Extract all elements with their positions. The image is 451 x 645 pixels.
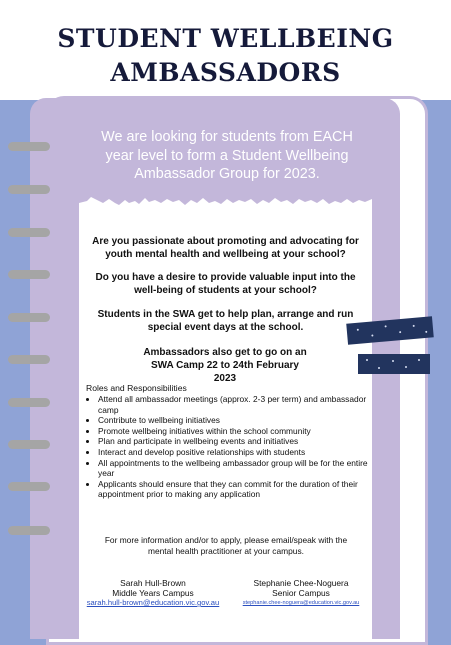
torn-paper-edge (79, 197, 372, 213)
spiral-ring-icon (8, 228, 50, 237)
question-input: Do you have a desire to provide valuable input into the well-being of students at your school? (95, 272, 356, 296)
spiral-ring-icon (8, 398, 50, 407)
contact-note: For more information and/or to apply, please email/speak with the mental health practitioner at your campus. (104, 535, 348, 556)
list-item: • Plan and participate in wellbeing events and initiatives (98, 436, 378, 447)
roles-list (88, 394, 378, 500)
swa-camp-statement: Ambassadors also get to go on an SWA Camp 22 to 24th February 2023 (143, 347, 307, 384)
list-item: • Applicants should ensure that they can commit for the duration of their appointment prior to making any application (98, 479, 378, 500)
list-item: • Promote wellbeing initiatives within the school community (98, 426, 378, 437)
washi-tape-bottom (358, 354, 430, 374)
contact-senior (226, 578, 376, 608)
title-line-2: AMBASSADORS (110, 58, 341, 87)
list-item: • Interact and develop positive relationships with students (98, 447, 378, 458)
spiral-ring-icon (8, 185, 50, 194)
list-item: • All appointments to the wellbeing ambassador group will be for the entire year (98, 458, 378, 479)
spiral-ring-icon (8, 355, 50, 364)
intro-statement: We are looking for students from EACH year level to form a Student Wellbeing Ambassador Group for 2023. (101, 129, 353, 182)
swa-events-statement: Students in the SWA get to help plan, arrange and run special event days at the school. (97, 309, 354, 333)
contact-name: Sarah Hull-Brown (120, 578, 186, 588)
contact-middle-years (78, 578, 228, 608)
contact-campus: Senior Campus (272, 588, 330, 598)
poster-title (0, 22, 451, 90)
contact-email-link[interactable]: sarah.hull-brown@education.vic.gov.au (86, 598, 220, 607)
spiral-ring-icon (8, 142, 50, 151)
question-passion: Are you passionate about promoting and advocating for youth mental health and wellbeing at your school? (92, 236, 359, 260)
spiral-ring-icon (8, 313, 50, 322)
roles-heading: Roles and Responsibilities (86, 383, 187, 393)
spiral-ring-icon (8, 482, 50, 491)
list-item: • Contribute to wellbeing initiatives (98, 415, 378, 426)
list-item: • Attend all ambassador meetings (approx. 2-3 per term) and ambassador camp (98, 394, 378, 415)
contact-name: Stephanie Chee-Noguera (253, 578, 349, 588)
spiral-ring-icon (8, 526, 50, 535)
contact-email-link[interactable]: stephanie.chee-noguera@education.vic.gov.au (242, 600, 360, 606)
spiral-ring-icon (8, 440, 50, 449)
spiral-ring-icon (8, 270, 50, 279)
title-line-1: STUDENT WELLBEING (57, 24, 394, 53)
contact-campus: Middle Years Campus (112, 588, 194, 598)
